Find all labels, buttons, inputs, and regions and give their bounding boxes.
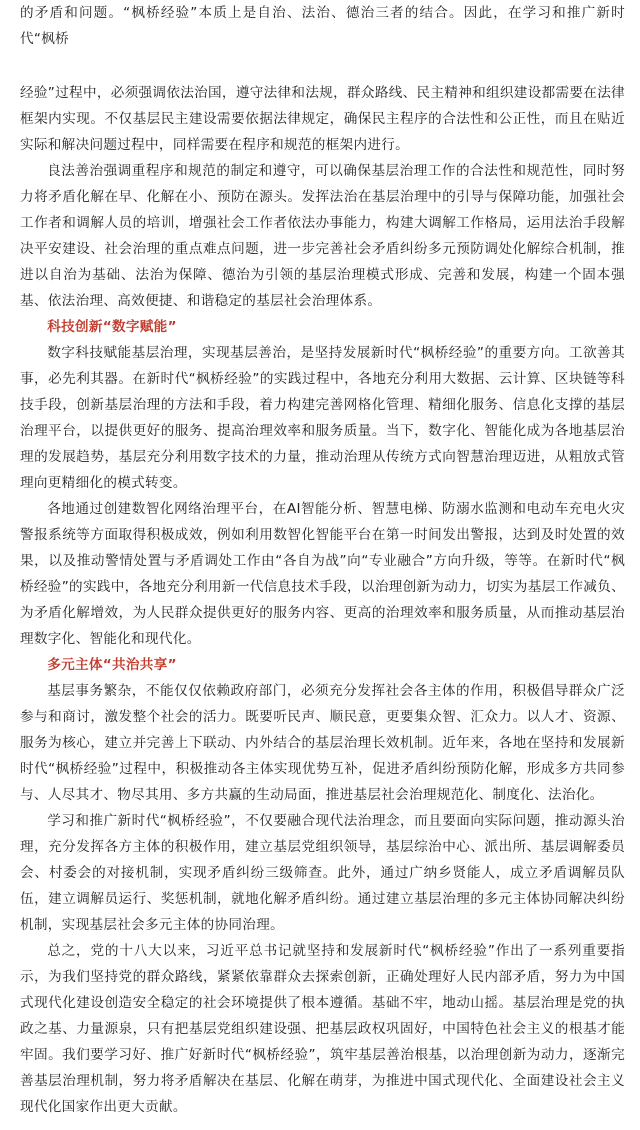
section-heading-tech-innovation: 科技创新“数字赋能”: [47, 319, 177, 335]
paragraph-rule-of-law: 经验”过程中，必须强调依法治国，遵守法律和法规，群众路线、民主精神和组织建设都需要在法律框架内实现。不仅基层民主建设需要依据法律规定，确保民主程序的合法性和公正性，而且在贴近实际和解决问题过程中，同样需要在程序和规范的框架内进行。: [20, 85, 625, 153]
section-heading-multi-subject: 多元主体“共治共享”: [47, 657, 177, 673]
paragraph-digital-empowerment: 数字科技赋能基层治理，实现基层善治，是坚持发展新时代“枫桥经验”的重要方向。工欲善其事，必先利其器。在新时代“枫桥经验”的实践过程中，各地充分利用大数据、云计算、区块链等科技手段，创新基层治理的方法和手段，着力构建完善网格化管理、精细化服务、信息化支撑的基层治理平台，以提供更好的服务、提高治理效率和服务质量。当下，数字化、智能化成为各地基层治理的发展趋势，基层充分利用数字技术的力量，推动治理从传统方式向智慧治理迈进，从粗放式管理向更精细化的模式转变。: [20, 345, 625, 491]
paragraph-digital-platform: 各地通过创建数智化网络治理平台，在AI智能分析、智慧电梯、防溺水监测和电动车充电火灾警报系统等方面取得积极成效，例如利用数智化智能平台在第一时间发出警报，达到及时处置的效果，以及推动警情处置与矛盾调处工作由“各自为战”向“专业融合”方向升级，等等。在新时代“枫桥经验”的实践中，各地充分利用新一代信息技术手段，以治理创新为动力，切实为基层工作减负、为矛盾化解增效，为人民群众提供更好的服务内容、更高的治理效率和服务质量，从而推动基层治理数字化、智能化和现代化。: [20, 501, 625, 647]
paragraph-conclusion: 总之，党的十八大以来，习近平总书记就坚持和发展新时代“枫桥经验”作出了一系列重要指示，为我们坚持党的群众路线，紧紧依靠群众去探索创新，正确处理好人民内部矛盾，努力为中国式现代化建设创造安全稳定的社会环境提供了根本遵循。基础不牢，地动山摇。基层治理是党的执政之基、力量源泉，只有把基层党组织建设强、把基层政权巩固好，中国特色社会主义的根基才能牢固。我们要学习好、推广好新时代“枫桥经验”，筑牢基层善治根基，以治理创新为动力，逐渐完善基层治理机制，努力将矛盾解决在基层、化解在萌芽，为推进中国式现代化、全面建设社会主义现代化国家作出更大贡献。: [20, 943, 625, 1115]
paragraph-good-governance: 良法善治强调重程序和规范的制定和遵守，可以确保基层治理工作的合法性和规范性，同时努力将矛盾化解在早、化解在小、预防在源头。发挥法治在基层治理中的引导与保障功能，加强社会工作者和调解人员的培训，增强社会工作者依法办事能力，构建大调解工作格局，运用法治手段解决平安建设、社会治理的重点难点问题，进一步完善社会矛盾纠纷多元预防调处化解综合机制，推进以自治为基础、法治为保障、德治为引领的基层治理模式形成、完善和发展，构建一个固本强基、依法治理、高效便捷、和谐稳定的基层社会治理体系。: [20, 163, 625, 309]
paragraph-social-participation: 基层事务繁杂，不能仅仅依赖政府部门，必须充分发挥社会各主体的作用，积极倡导群众广泛参与和商讨，激发整个社会的活力。既要听民声、顺民意，更要集众智、汇众力。以人才、资源、服务为核心，建立并完善上下联动、内外结合的基层治理长效机制。近年来，各地在坚持和发展新时代“枫桥经验”过程中，积极推动各主体实现优势互补，促进矛盾纠纷预防化解，形成多方共同参与、人尽其才、物尽其用、多方共赢的生动局面，推进基层社会治理规范化、制度化、法治化。: [20, 683, 625, 803]
article-body: [20, 0, 625, 1120]
paragraph-source-governance: 学习和推广新时代“枫桥经验”，不仅要融合现代法治理念，而且要面向实际问题，推动源头治理，充分发挥各方主体的积极作用，建立基层党组织领导，基层综治中心、派出所、基层调解委员会、村委会的对接机制，实现矛盾纠纷三级筛查。此外，通过广纳乡贤能人，成立矛盾调解员队伍，建立调解员运行、奖惩机制，就地化解矛盾纠纷。通过建立基层治理的多元主体协同解决纠纷机制，实现基层社会多元主体的协同治理。: [20, 813, 625, 933]
blank-gap: [20, 52, 625, 80]
paragraph-continuation-top: 的矛盾和问题。“枫桥经验”本质上是自治、法治、德治三者的结合。因此，在学习和推广新时代“枫桥: [20, 5, 625, 47]
